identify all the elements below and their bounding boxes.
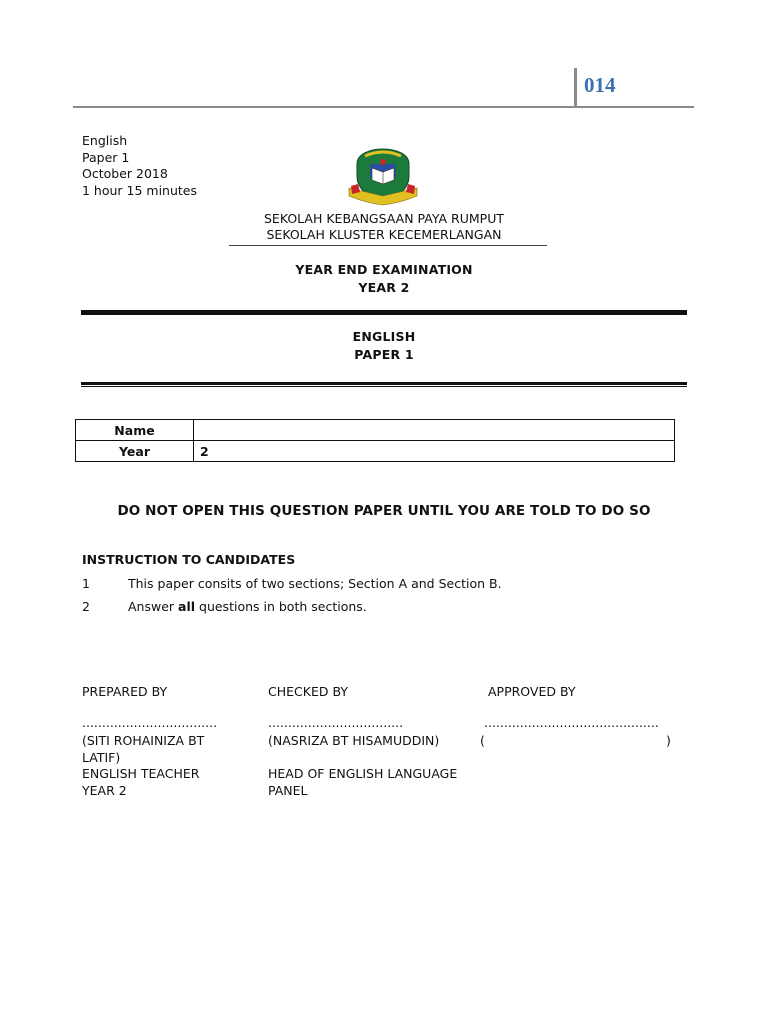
instruction-number: 2 bbox=[82, 599, 90, 614]
meta-subject: English bbox=[82, 133, 128, 148]
meta-duration: 1 hour 15 minutes bbox=[82, 182, 198, 198]
instruction-number: 1 bbox=[82, 576, 90, 591]
checked-name-line1: (NASRIZA BT HISAMUDDIN) bbox=[268, 733, 440, 748]
approved-close-paren: ) bbox=[666, 733, 671, 748]
name-row bbox=[76, 420, 675, 441]
header-rule bbox=[73, 106, 694, 108]
instruction-emphasis: all bbox=[178, 599, 196, 614]
name-label: Name bbox=[76, 420, 194, 441]
divider-double-top bbox=[81, 382, 687, 385]
prepared-signature-line: .................................. bbox=[82, 715, 218, 730]
name-field[interactable] bbox=[194, 420, 675, 441]
instruction-text: This paper consits of two sections; Section A and Section B. bbox=[128, 576, 502, 591]
checked-role-line2: PANEL bbox=[268, 782, 308, 798]
prepared-role-line1: ENGLISH TEACHER bbox=[82, 766, 200, 781]
prepared-by-label: PREPARED BY bbox=[82, 684, 168, 699]
prepared-block bbox=[82, 733, 204, 799]
school-crest-logo bbox=[346, 146, 420, 208]
page-code: 014 bbox=[584, 73, 616, 97]
year-label: Year bbox=[76, 441, 194, 462]
divider-thick bbox=[81, 310, 687, 315]
approved-signature-line: ............................................ bbox=[484, 715, 659, 730]
checked-role-line1: HEAD OF ENGLISH LANGUAGE bbox=[268, 766, 458, 781]
instruction-text-after: questions in both sections. bbox=[195, 599, 367, 614]
prepared-name-line2: LATIF) bbox=[82, 749, 121, 765]
checked-signature-line: .................................. bbox=[268, 715, 404, 730]
prepared-name-line1: (SITI ROHAINIZA BT bbox=[82, 733, 205, 748]
instruction-item bbox=[82, 599, 367, 614]
divider-double-bottom bbox=[81, 386, 687, 387]
meta-paper: Paper 1 bbox=[82, 149, 130, 165]
school-cluster: SEKOLAH KLUSTER KECEMERLANGAN bbox=[266, 227, 502, 242]
school-name: SEKOLAH KEBANGSAAN PAYA RUMPUT bbox=[263, 211, 504, 226]
exam-subject: ENGLISH bbox=[352, 329, 416, 344]
meta-date: October 2018 bbox=[82, 166, 168, 181]
checked-by-label: CHECKED BY bbox=[268, 684, 348, 699]
do-not-open-warning: DO NOT OPEN THIS QUESTION PAPER UNTIL YOU ARE TOLD TO DO SO bbox=[117, 503, 651, 519]
year-field[interactable]: 2 bbox=[194, 441, 675, 462]
candidate-info-table bbox=[75, 419, 675, 462]
approved-open-paren: ( bbox=[480, 733, 485, 748]
instructions-heading: INSTRUCTION TO CANDIDATES bbox=[82, 552, 296, 567]
checked-block bbox=[268, 733, 457, 799]
exam-meta bbox=[82, 133, 197, 199]
exam-title: YEAR END EXAMINATION bbox=[295, 262, 473, 277]
instruction-item bbox=[82, 576, 502, 591]
instruction-text-before: Answer bbox=[128, 599, 179, 614]
school-underline bbox=[229, 245, 547, 246]
exam-year: YEAR 2 bbox=[358, 280, 410, 295]
year-row bbox=[76, 441, 675, 462]
prepared-role-line2: YEAR 2 bbox=[82, 782, 127, 798]
exam-paper: PAPER 1 bbox=[354, 347, 414, 362]
approved-by-label: APPROVED BY bbox=[488, 684, 576, 699]
